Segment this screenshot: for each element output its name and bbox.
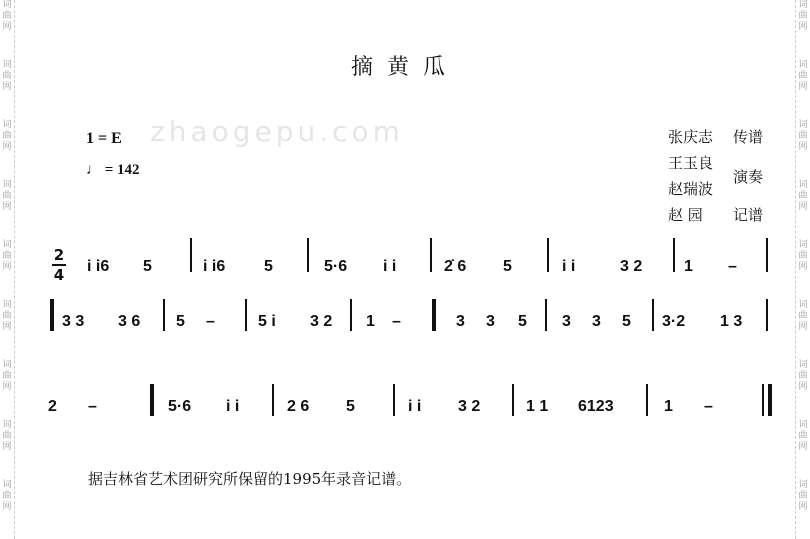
repeat-barline	[432, 299, 436, 331]
note: –	[704, 398, 713, 415]
side-watermark-mark: 词 曲 网	[798, 360, 808, 392]
barline	[393, 384, 395, 416]
note: 5	[622, 313, 631, 330]
side-watermark-mark: 词 曲 网	[2, 300, 12, 332]
barline	[512, 384, 514, 416]
note-group: 3 2	[620, 258, 643, 275]
side-watermark-mark: 词 曲 网	[798, 300, 808, 332]
note: 1	[684, 258, 693, 275]
note-group: 3 3	[62, 313, 85, 330]
note-group: 6123	[578, 398, 614, 415]
note: –	[728, 258, 737, 275]
barline	[307, 238, 309, 272]
note: 3	[486, 313, 495, 330]
note-group: 3 2	[458, 398, 481, 415]
barline	[350, 299, 352, 331]
barline	[245, 299, 247, 331]
note-group: 2̇ 6	[444, 258, 467, 275]
note-group: 5 i	[258, 313, 276, 330]
note: 3	[456, 313, 465, 330]
note: 5	[346, 398, 355, 415]
barline	[163, 299, 165, 331]
song-title: 摘黄瓜	[350, 55, 459, 80]
source-note: 据吉林省艺术团研究所保留的1995年录音记谱。	[88, 470, 412, 488]
tempo-marking: ♩ = 142	[86, 162, 140, 178]
side-watermark-mark: 词 曲 网	[2, 420, 12, 452]
repeat-start-barline	[50, 299, 54, 331]
note: 1	[664, 398, 673, 415]
credit-zhao-y: 赵 园	[668, 206, 703, 224]
key-signature: 1 = E	[86, 130, 122, 147]
note-group: i i	[562, 258, 576, 275]
note-group: i i	[383, 258, 397, 275]
time-sig-top: 2	[53, 246, 65, 264]
note: 3	[592, 313, 601, 330]
barline	[766, 238, 768, 272]
note-group: 5·6	[168, 398, 192, 415]
note-group: i i	[226, 398, 240, 415]
repeat-end-barline	[150, 384, 154, 416]
note: 1	[366, 313, 375, 330]
note: 5	[518, 313, 527, 330]
watermark-text: zhaogepu.com	[150, 115, 404, 148]
barline	[272, 384, 274, 416]
note-group: 3 2	[310, 313, 333, 330]
note: –	[88, 398, 97, 415]
note-group: i i6	[203, 258, 226, 275]
side-watermark-mark: 词 曲 网	[2, 60, 12, 92]
note-group: 3 6	[118, 313, 141, 330]
note-group: 1 1	[526, 398, 549, 415]
note: –	[392, 313, 401, 330]
credit-transmit: 传谱	[733, 128, 764, 146]
side-watermark-mark: 词 曲 网	[798, 420, 808, 452]
note: 5	[143, 258, 152, 275]
time-signature	[52, 246, 66, 284]
note: 2	[48, 398, 57, 415]
side-watermark-mark: 词 曲 网	[798, 480, 808, 512]
side-watermark-mark: 词 曲 网	[798, 180, 808, 212]
barline	[673, 238, 675, 272]
note-group: 2 6	[287, 398, 310, 415]
note-group: i i	[408, 398, 422, 415]
final-barline-thick	[768, 384, 772, 416]
barline	[646, 384, 648, 416]
side-watermark-mark: 词 曲 网	[2, 180, 12, 212]
side-watermark-mark: 词 曲 网	[798, 240, 808, 272]
note: 5	[503, 258, 512, 275]
side-watermark-mark: 词 曲 网	[2, 360, 12, 392]
barline	[545, 299, 547, 331]
note-group: 3·2	[662, 313, 686, 330]
side-watermark-mark: 词 曲 网	[2, 120, 12, 152]
note: –	[206, 313, 215, 330]
side-watermark-mark: 词 曲 网	[2, 0, 12, 32]
barline	[190, 238, 192, 272]
barline	[547, 238, 549, 272]
credit-record: 记谱	[733, 206, 764, 224]
credit-perform: 演奏	[733, 168, 764, 186]
final-barline	[762, 384, 764, 416]
note-group: 1 3	[720, 313, 743, 330]
barline	[430, 238, 432, 272]
barline	[652, 299, 654, 331]
side-watermark-mark: 词 曲 网	[2, 480, 12, 512]
note: 5	[264, 258, 273, 275]
barline	[766, 299, 768, 331]
time-sig-bottom: 4	[53, 266, 65, 284]
note: 5	[176, 313, 185, 330]
note-group: 5·6	[324, 258, 348, 275]
side-watermark-mark: 词 曲 网	[2, 240, 12, 272]
note-group: i i6	[87, 258, 110, 275]
note: 3	[562, 313, 571, 330]
credit-zhang: 张庆志	[668, 128, 714, 146]
credit-wang: 王玉良	[668, 154, 714, 172]
credit-zhao-rb: 赵瑞波	[668, 180, 714, 198]
side-watermark-mark: 词 曲 网	[798, 120, 808, 152]
side-watermark-mark: 词 曲 网	[798, 60, 808, 92]
side-watermark-mark: 词 曲 网	[798, 0, 808, 32]
